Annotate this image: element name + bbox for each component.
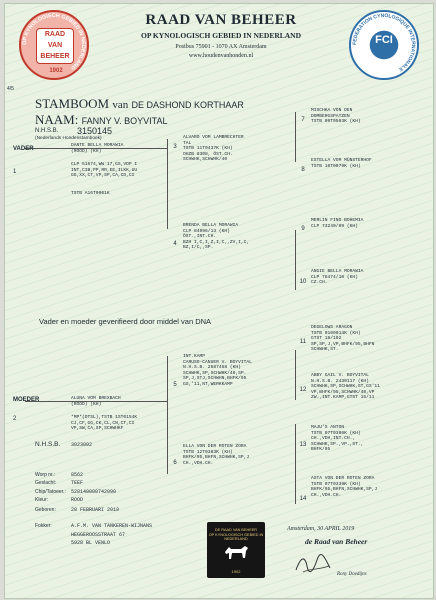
grandparent-line: OHZB 8308, ÖST.CH. bbox=[183, 151, 233, 157]
moeder-nhsb-value: 3023092 bbox=[71, 442, 93, 448]
ggp-line: ESTELLA VOM MÜNSTERHOF bbox=[311, 158, 372, 163]
bracket-line bbox=[295, 350, 296, 400]
ggp-line: BHFK/95 bbox=[311, 447, 331, 453]
great-grandparent-9 bbox=[311, 218, 429, 229]
ggp-line: SCHWHK,ST. bbox=[311, 347, 339, 353]
seal-year: 1902 bbox=[49, 68, 63, 74]
bracket-line bbox=[295, 230, 296, 290]
ggp-line: BHFK/95,BHFN,SCHWHK,SP,J bbox=[311, 487, 378, 493]
vader-registration: TSTB A16T0001K bbox=[71, 190, 110, 196]
vader-titles-3: GG,XX,CT,VP,SP,CA,CD,CI bbox=[71, 173, 135, 179]
great-grandparent-11 bbox=[311, 325, 429, 353]
grandparent-number: 4 bbox=[173, 241, 177, 247]
dog-name: FANNY V. BOYVITAL bbox=[81, 116, 168, 126]
seal-word-3: BEHEER bbox=[40, 53, 70, 60]
bracket-line bbox=[167, 139, 168, 229]
grandparent-3 bbox=[183, 135, 293, 163]
grandparent-line: SCHWHK,SCHWHK/40 bbox=[183, 157, 228, 163]
ggp-number: 8 bbox=[301, 167, 305, 173]
ggp-line: CLP 73240/09 (KH) bbox=[311, 223, 358, 229]
grandparent-line: SCHWHK,SP,SCHWHK/40,SP. bbox=[183, 370, 247, 376]
vader-number: 1 bbox=[13, 169, 17, 175]
stamboom-heading bbox=[35, 96, 244, 112]
ggp-line: ASTA VON DER ROTEN ZORA bbox=[311, 476, 375, 481]
ggp-line: ANGIE BELLA MORAWIA bbox=[311, 269, 364, 274]
grandparent-5 bbox=[183, 354, 293, 388]
grandparent-line: BZ,I/C,,SP. bbox=[183, 245, 214, 251]
ggp-number: 13 bbox=[299, 442, 307, 448]
raad-van-beheer-stamp bbox=[207, 522, 265, 578]
ggp-line: SCHWHK,SP,SCHWHK,ST,GS'11 bbox=[311, 384, 380, 390]
signed-by: de Raad van Beheer bbox=[305, 537, 368, 546]
moeder-name: ALUNA VOM BREXBACH bbox=[71, 396, 121, 401]
great-grandparent-7 bbox=[311, 108, 429, 125]
ggp-line: GTST 18/102 bbox=[311, 336, 342, 342]
bracket-line bbox=[295, 424, 296, 504]
fci-logo-text: FCI bbox=[375, 34, 393, 46]
ggp-line: CH.,VDH,INT.CH., bbox=[311, 436, 356, 442]
moeder-titles-2: CJ,CF,GG,CK,CL,CN,CT,CI bbox=[71, 420, 135, 426]
stamp-line: OP KYNOLOGISCH GEBIED IN NEDERLAND bbox=[208, 532, 264, 542]
ggp-line: TSTB 0100014K (KH) bbox=[311, 330, 361, 336]
breed-name: DE DASHOND KORTHAAR bbox=[131, 100, 244, 110]
fokker-line: HEGGEROOSSTRAAT 67 bbox=[71, 531, 126, 538]
worp-label: Worp nr.: bbox=[35, 472, 56, 478]
geboren-value: 28 FEBRUARI 2019 bbox=[71, 507, 120, 514]
ggp-line: CZ.CH. bbox=[311, 280, 328, 286]
nhsb-value: 3150145 bbox=[77, 126, 113, 136]
grandparent-line: ÖST.,INT.CH. bbox=[183, 234, 217, 240]
fci-ring-icon bbox=[349, 10, 419, 80]
moeder-titles-1: *MP*(DTSL),TSTB 1ST0154K bbox=[71, 415, 138, 421]
ggp-line: DOMBERGSPATZEN bbox=[311, 113, 350, 119]
stamp-line: DE RAAD VAN BEHEER bbox=[214, 528, 258, 532]
grandparent-line: ALVARO VOM LAMBRECHTER bbox=[183, 135, 244, 140]
seal-ring-icon bbox=[19, 10, 89, 80]
org-title: RAAD VAN BEHEER bbox=[145, 12, 297, 28]
great-grandparent-10 bbox=[311, 269, 429, 286]
pedigree-certificate bbox=[4, 3, 434, 599]
chip-value: 528140000742090 bbox=[71, 488, 117, 495]
grandparent-line: N.H.S.B. 2587458 (KH) bbox=[183, 365, 241, 371]
vader-color: (ROOD) (KH) bbox=[71, 148, 102, 154]
ggp-line: TSTB 09T0503K (KH) bbox=[311, 119, 361, 125]
geboren-label: Geboren: bbox=[35, 507, 56, 514]
ggp-line: DEGELOWS ARAGON bbox=[311, 325, 353, 330]
grandparent-line: BRENDA BELLA MORAWIA bbox=[183, 223, 239, 228]
ggp-line: VP,BHFK/95,SCHWHK/40,VP bbox=[311, 389, 375, 395]
signature-icon bbox=[293, 552, 333, 576]
grandparent-4 bbox=[183, 223, 293, 251]
moeder-number: 2 bbox=[13, 416, 17, 422]
raad-van-beheer-seal bbox=[19, 10, 89, 80]
grandparent-line: SP,J,STJ,SCHWHN,BHFK/95 bbox=[183, 376, 247, 382]
fokker-line: A.F.M. VAN TANKEREN-WIJNANS bbox=[71, 523, 153, 530]
vader-block bbox=[71, 143, 165, 197]
naam-label: NAAM: bbox=[35, 112, 79, 127]
grandparent-line: GS,'11,NT,WERKKAMP bbox=[183, 381, 233, 387]
stamboom-label: STAMBOOM bbox=[35, 96, 110, 111]
vader-label: VADER bbox=[13, 146, 34, 152]
ggp-number: 14 bbox=[299, 496, 307, 502]
moeder-nhsb-label: N.H.S.B. bbox=[35, 441, 61, 448]
grandparent-line: TAL bbox=[183, 140, 192, 146]
fokker-line: 5928 BL VENLO bbox=[71, 540, 111, 547]
stamp-year: 1902 bbox=[231, 569, 241, 574]
org-subtitle: OP KYNOLOGISCH GEBIED IN NEDERLAND bbox=[140, 31, 302, 40]
grandparent-number: 6 bbox=[173, 460, 177, 466]
ggp-line: TSTB 07T0339K (KH) bbox=[311, 481, 361, 487]
dog-silhouette-icon bbox=[221, 540, 251, 566]
ggp-line: ABBY GAIL V. BOYVITAL bbox=[311, 373, 369, 378]
seal-word-1: RAAD bbox=[44, 31, 66, 38]
grandparent-number: 3 bbox=[173, 144, 177, 150]
great-grandparent-12 bbox=[311, 373, 429, 401]
ggp-line: MERLIN FINO BOHEMIA bbox=[311, 218, 364, 223]
fokker-label: Fokker: bbox=[35, 523, 52, 530]
ggp-line: ZW.,INT.KAMP,GTST 15/11 bbox=[311, 395, 375, 401]
moeder-block bbox=[71, 396, 167, 432]
nhsb-label: N.H.S.B. bbox=[35, 128, 59, 134]
grandparent-line: TSTB 11T0437K (KH) bbox=[183, 146, 233, 152]
grandparent-number: 5 bbox=[173, 382, 177, 388]
ggp-number: 11 bbox=[299, 339, 307, 345]
ggp-line: SP,SP,J,VP,BHFK/95,BHFN bbox=[311, 341, 375, 347]
ggp-number: 7 bbox=[301, 117, 305, 123]
grandparent-line: TSTB 12T0383K (KH) bbox=[183, 449, 233, 455]
ggp-line: CH.,VDH.CH. bbox=[311, 492, 342, 498]
sex-label: Geslacht: bbox=[35, 480, 57, 487]
footer-values bbox=[71, 471, 201, 547]
vader-titles-2: INT,CIB,PP,RR,EE,ILKK,UU bbox=[71, 167, 138, 173]
registry-note: (Nederlands Hondenstamboek) bbox=[35, 136, 102, 141]
sex-value: TEEF bbox=[71, 480, 84, 487]
org-address: Postbus 75901 - 1070 AX Amsterdam bbox=[175, 44, 267, 50]
great-grandparent-8 bbox=[311, 158, 429, 169]
kleur-value: ROOD bbox=[71, 496, 84, 503]
bracket-line bbox=[167, 356, 168, 474]
moeder-titles-3: VP,SW,CA,SP,SCHWHKF bbox=[71, 426, 124, 432]
ggp-number: 12 bbox=[299, 387, 307, 393]
bracket-line bbox=[295, 112, 296, 162]
seal-word-2: VAN bbox=[47, 42, 63, 49]
moeder-label: MOEDER bbox=[13, 397, 40, 403]
grandparent-line: CH.,VDH.CH. bbox=[183, 460, 214, 466]
great-grandparent-14 bbox=[311, 476, 429, 498]
grandparent-6 bbox=[183, 444, 293, 466]
svg-text:FEDERATION CYNOLOGIQUE INTERNA: FEDERATION CYNOLOGIQUE INTERNATIONALE bbox=[351, 12, 417, 73]
ggp-line: TSTB 10T0079K (KH) bbox=[311, 163, 361, 169]
ggp-line: CLP 78474/10 (KH) bbox=[311, 274, 358, 280]
signer-name: Rony Doedijns bbox=[337, 572, 367, 577]
place-date: Amsterdam, 30 APRIL 2019 bbox=[287, 526, 355, 532]
ggp-line: SCHWHK,SP.,VP.,ST., bbox=[311, 441, 364, 447]
org-website: www.houdenvanhonden.nl bbox=[188, 53, 254, 59]
moeder-color: (ROOD) (KH) bbox=[71, 401, 102, 407]
van-label: van bbox=[112, 99, 129, 111]
svg-text:OP KYNOLOGISCH GEBIED IN NEDER: OP KYNOLOGISCH GEBIED IN NEDERLAND bbox=[21, 12, 87, 71]
grandparent-line: CARUSO-CANUER V. BOYVITAL bbox=[183, 359, 252, 365]
dna-statement: Vader en moeder geverifieerd door middel van DNA bbox=[39, 317, 212, 326]
ggp-line: MISCHKA VON DEN bbox=[311, 108, 353, 113]
vader-name: DANTE BELLA MORAWIA bbox=[71, 143, 124, 148]
ggp-line: N.H.S.B. 2430117 (KH) bbox=[311, 378, 369, 384]
grandparent-line: BHFK/95,BHFN,SCHWHK,SP,J bbox=[183, 455, 250, 461]
chip-label: Chip/Tatoeer.: bbox=[35, 488, 66, 495]
grandparent-line: INT.KAMP bbox=[183, 354, 206, 359]
kleur-label: Kleur: bbox=[35, 496, 49, 503]
grandparent-line: ELLA VON DER ROTEN ZORA bbox=[183, 444, 247, 449]
worp-value: 8562 bbox=[71, 472, 84, 478]
ggp-number: 9 bbox=[301, 226, 305, 232]
great-grandparent-13 bbox=[311, 425, 429, 453]
doc-code: 4/5 bbox=[7, 86, 14, 92]
ggp-line: MAJU'S ANTON bbox=[311, 425, 345, 430]
ggp-number: 10 bbox=[299, 279, 307, 285]
fci-seal bbox=[349, 10, 419, 80]
vader-titles-1: CLP 51674,WW`17,GS,VDP I bbox=[71, 162, 138, 168]
grandparent-line: BZH I,C,I,Z,I,C,,ZV,I,C, bbox=[183, 239, 250, 245]
ggp-line: TSTB 07T0306K (KH) bbox=[311, 430, 361, 436]
grandparent-line: CLP 84996/13 (KH) bbox=[183, 228, 230, 234]
